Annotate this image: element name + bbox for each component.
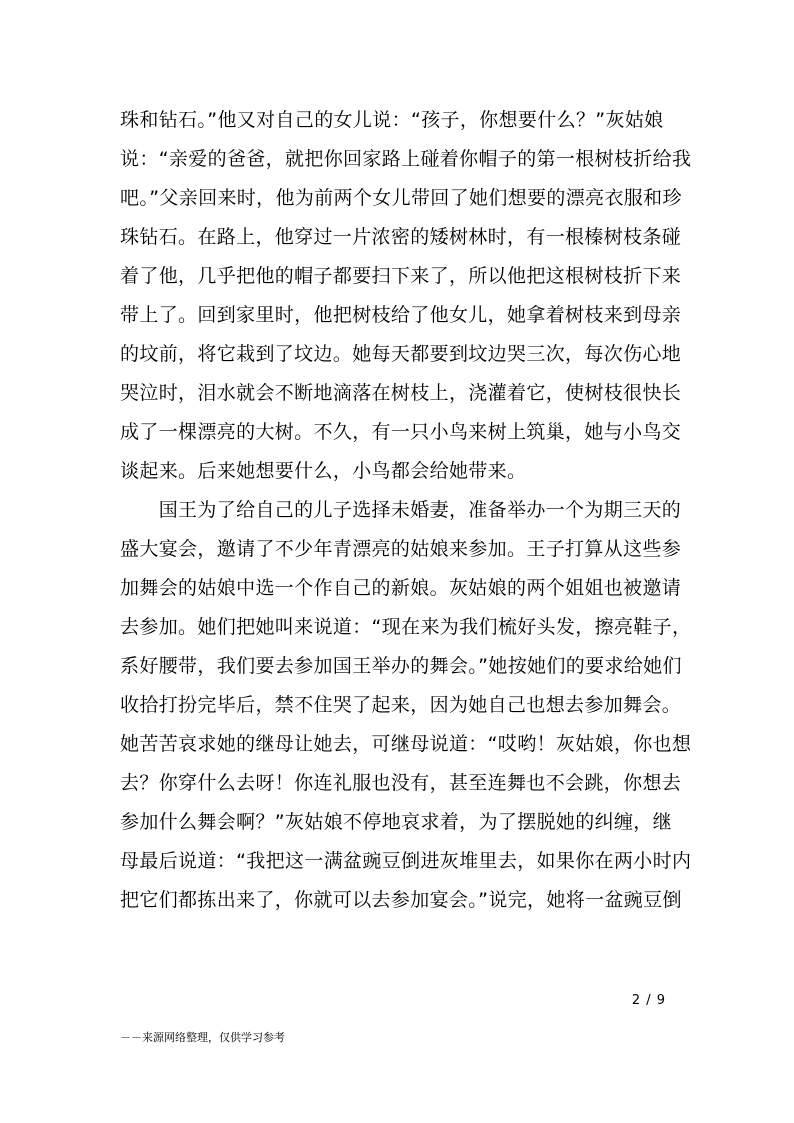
- text-line: 系好腰带，我们要去参加国王举办的舞会。”她按她们的要求给她们: [120, 655, 682, 677]
- text-line: 说：“亲爱的爸爸，就把你回家路上碰着你帽子的第一根树枝折给我: [120, 148, 692, 170]
- text-line: 谈起来。后来她想要什么，小鸟都会给她带来。: [120, 460, 527, 482]
- text-line: 吧。”父亲回来时，他为前两个女儿带回了她们想要的漂亮衣服和珍: [120, 187, 682, 209]
- text-line: 哭泣时，泪水就会不断地滴落在树枝上，浇灌着它，使树枝很快长: [120, 382, 682, 404]
- paragraph-start-line: 国王为了给自己的儿子选择未婚妻，准备举办一个为期三天的: [120, 499, 682, 521]
- text-line: 带上了。回到家里时，他把树枝给了他女儿，她拿着树枝来到母亲: [120, 304, 682, 326]
- text-line: 珠钻石。在路上，他穿过一片浓密的矮树林时，有一根榛树枝条碰: [120, 226, 682, 248]
- text-line: 参加什么舞会啊？”灰姑娘不停地哀求着，为了摆脱她的纠缠，继: [120, 811, 672, 833]
- text-line: 把它们都拣出来了，你就可以去参加宴会。”说完，她将一盆豌豆倒: [120, 889, 682, 911]
- text-line: 去参加。她们把她叫来说道：“现在来为我们梳好头发，擦亮鞋子，: [120, 616, 692, 638]
- text-line: 的坟前，将它栽到了坟边。她每天都要到坟边哭三次，每次伤心地: [120, 343, 682, 365]
- text-line: 收拾打扮完毕后，禁不住哭了起来，因为她自己也想去参加舞会。: [120, 694, 682, 716]
- text-line: 成了一棵漂亮的大树。不久，有一只小鸟来树上筑巢，她与小鸟交: [120, 421, 682, 443]
- text-line: 她苦苦哀求她的继母让她去，可继母说道：“哎哟！灰姑娘，你也想: [120, 733, 692, 755]
- page-number: 2 / 9: [631, 993, 666, 1008]
- text-line: 着了他，几乎把他的帽子都要扫下来了，所以他把这根树枝折下来: [120, 265, 682, 287]
- text-line: 母最后说道：“我把这一满盆豌豆倒进灰堆里去，如果你在两小时内: [120, 850, 692, 872]
- text-line: 去？你穿什么去呀！你连礼服也没有，甚至连舞也不会跳，你想去: [120, 772, 682, 794]
- text-line: 加舞会的姑娘中选一个作自己的新娘。灰姑娘的两个姐姐也被邀请: [120, 577, 682, 599]
- text-line: 盛大宴会，邀请了不少年青漂亮的姑娘来参加。王子打算从这些参: [120, 538, 682, 560]
- footer-note: －－来源网络整理，仅供学习参考: [120, 1031, 285, 1044]
- text-line: 珠和钻石。”他又对自己的女儿说：“孩子，你想要什么？”灰姑娘: [120, 109, 664, 131]
